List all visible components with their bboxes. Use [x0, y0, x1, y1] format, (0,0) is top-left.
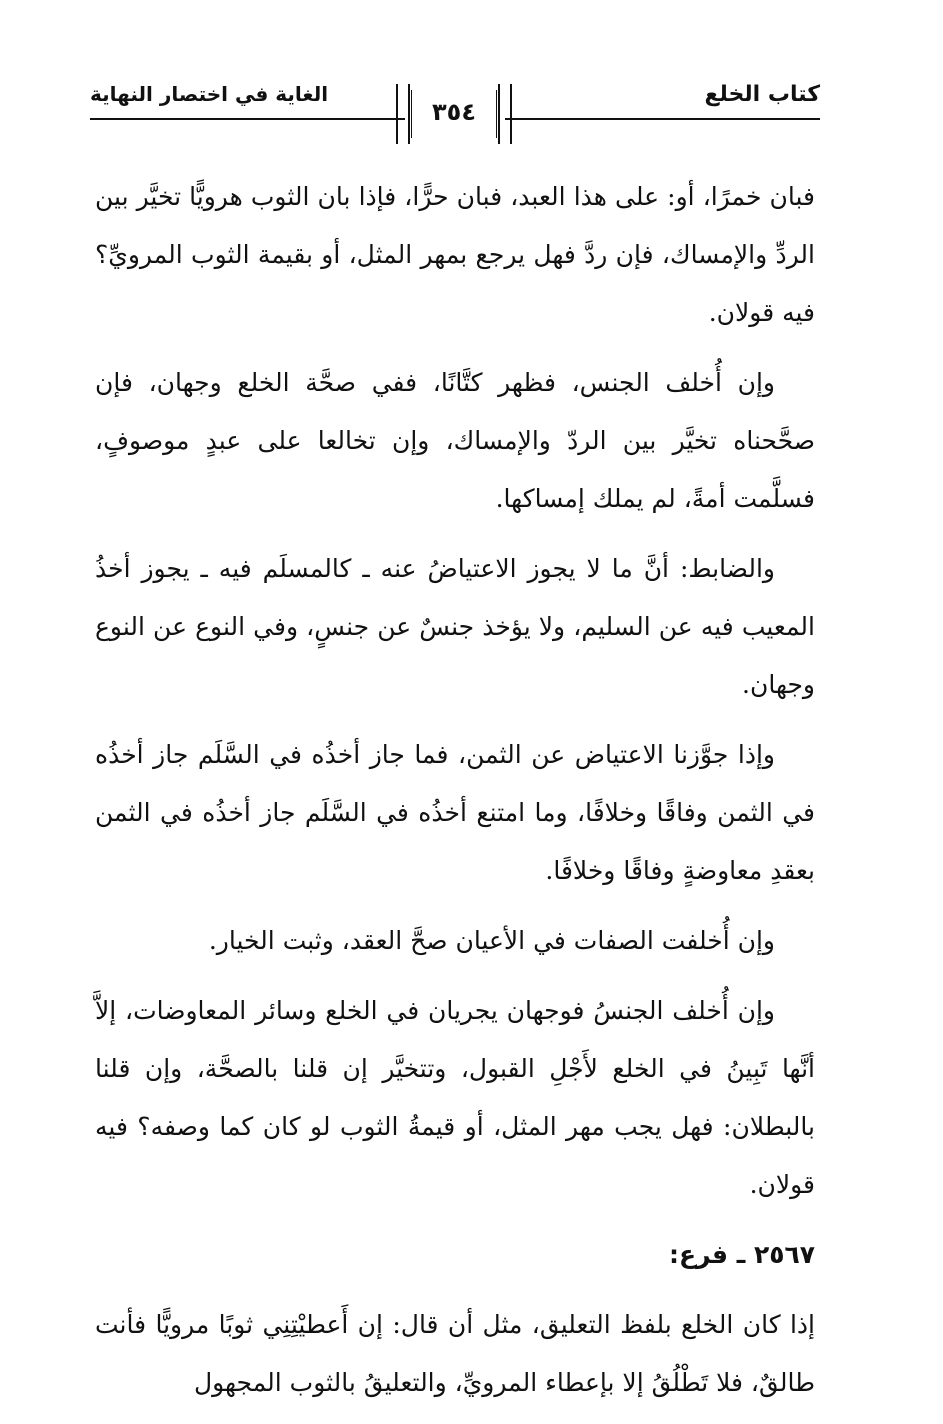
book-title: الغاية في اختصار النهاية [90, 82, 329, 106]
page-number: ٣٥٤ [432, 98, 476, 126]
page-header [90, 72, 820, 152]
paragraph-2: وإن أُخلف الجنس، فظهر كتَّانًا، ففي صحَّة الخلع وجهان، فإن صحَّحناه تخيَّر بين الردّ والإمساك، وإن تخالعا على عبدٍ موصوفٍ، فسلَّمت أمةً، لم يملك إمساكها. [95, 368, 815, 513]
header-rule-right [505, 118, 820, 120]
paragraph-6: وإن أُخلف الجنسُ فوجهان يجريان في الخلع وسائر المعاوضات، إلاَّ أنَّها تَبِينُ في الخلع لأَجْلِ القبول، وتتخيَّر إن قلنا بالصحَّة، وإن قلنا بالبطلان: فهل يجب مهر المثل، أو قيمةُ الثوب لو كان كما وصفه؟ فيه قولان. [95, 996, 815, 1199]
paragraph-5: وإن أُخلفت الصفات في الأعيان صحَّ العقد، وثبت الخيار. [208, 926, 775, 955]
page-body [95, 168, 815, 1424]
page-number-frame [408, 90, 500, 138]
paragraph-3: والضابط: أنَّ ما لا يجوز الاعتياضُ عنه ـ كالمسلَم فيه ـ يجوز أخذُ المعيب فيه عن السليم، ولا يؤخذ جنسٌ عن جنسٍ، وفي النوع عن النوع وجهان. [95, 554, 815, 699]
header-rule-left [90, 118, 405, 120]
chapter-title: كتاب الخلع [704, 82, 820, 107]
paragraph-1: فبان خمرًا، أو: على هذا العبد، فبان حرًّا، فإذا بان الثوب هرويًّا تخيَّر بين الردِّ والإمساك، فإن ردَّ فهل يرجع بمهر المثل، أو بقيمة الثوب المرويِّ؟ فيه قولان. [95, 182, 815, 327]
paragraph-4: وإذا جوَّزنا الاعتياض عن الثمن، فما جاز أخذُه في السَّلَم جاز أخذُه في الثمن وفاقًا وخلافًا، وما امتنع أخذُه في السَّلَم جاز أخذُه في الثمن بعقدِ معاوضةٍ وفاقًا وخلافًا. [95, 740, 815, 885]
section-paragraph: إذا كان الخلع بلفظ التعليق، مثل أن قال: إن أَعطيْتِنِي ثوبًا مرويًّا فأنت طالقٌ، فلا تَطْلُقُ إلا بإعطاء المرويِّ، والتعليقُ بالثوب المجهول [95, 1310, 815, 1397]
section-heading: ٢٥٦٧ ـ فرع: [669, 1240, 815, 1269]
